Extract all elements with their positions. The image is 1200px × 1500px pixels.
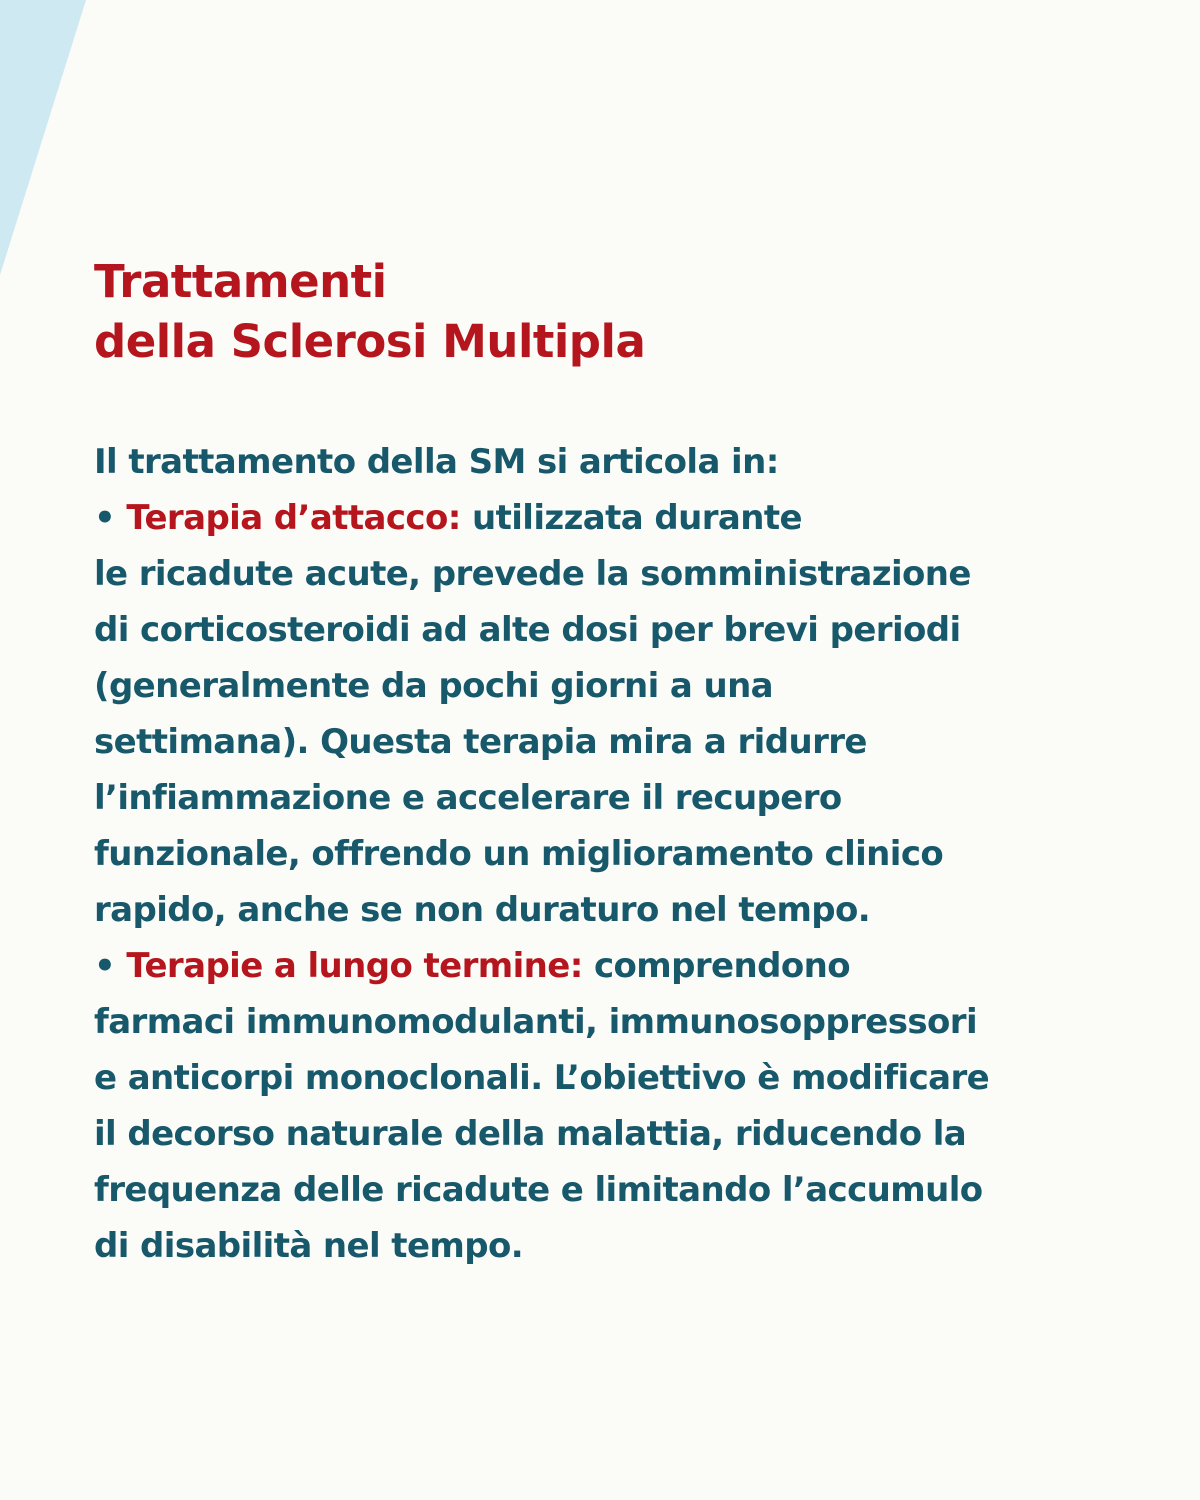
title-line-1: Trattamenti (94, 255, 387, 308)
page-title (94, 252, 1154, 372)
bullet-1-line: rapido, anche se non duraturo nel tempo. (94, 890, 871, 930)
bullet-2-line: farmaci immunomodulanti, immunosoppressori (94, 1002, 978, 1042)
bullet-2-line: di disabilità nel tempo. (94, 1226, 524, 1266)
bullet-marker: • (94, 498, 116, 538)
bullet-2-line: e anticorpi monoclonali. L’obiettivo è modificare (94, 1058, 990, 1098)
bullet-1-line: (generalmente da pochi giorni a una (94, 666, 774, 706)
title-line-2: della Sclerosi Multipla (94, 315, 646, 368)
bullet-1-first-line (94, 490, 1154, 546)
bullet-1-line: funzionale, offrendo un miglioramento clinico (94, 834, 944, 874)
corner-decoration-shape (0, 0, 90, 275)
bullet-1-line: settimana). Questa terapia mira a ridurre (94, 722, 867, 762)
bullet-1-text: utilizzata durante (471, 498, 802, 538)
bullet-1-line: di corticosteroidi ad alte dosi per brevi periodi (94, 610, 961, 650)
bullet-2-first-line (94, 938, 1154, 994)
main-content (94, 252, 1154, 1274)
bullet-2-line: il decorso naturale della malattia, riducendo la (94, 1114, 967, 1154)
body-text (94, 434, 1154, 1274)
bullet-2-text: comprendono (593, 946, 850, 986)
bullet-1-line: le ricadute acute, prevede la somministrazione (94, 554, 971, 594)
intro-text: Il trattamento della SM si articola in: (94, 442, 779, 482)
bullet-marker: • (94, 946, 116, 986)
bullet-2-term: Terapie a lungo termine: (126, 946, 583, 986)
bullet-2-line: frequenza delle ricadute e limitando l’accumulo (94, 1170, 983, 1210)
bullet-1-line: l’infiammazione e accelerare il recupero (94, 778, 842, 818)
bullet-1-term: Terapia d’attacco: (126, 498, 461, 538)
